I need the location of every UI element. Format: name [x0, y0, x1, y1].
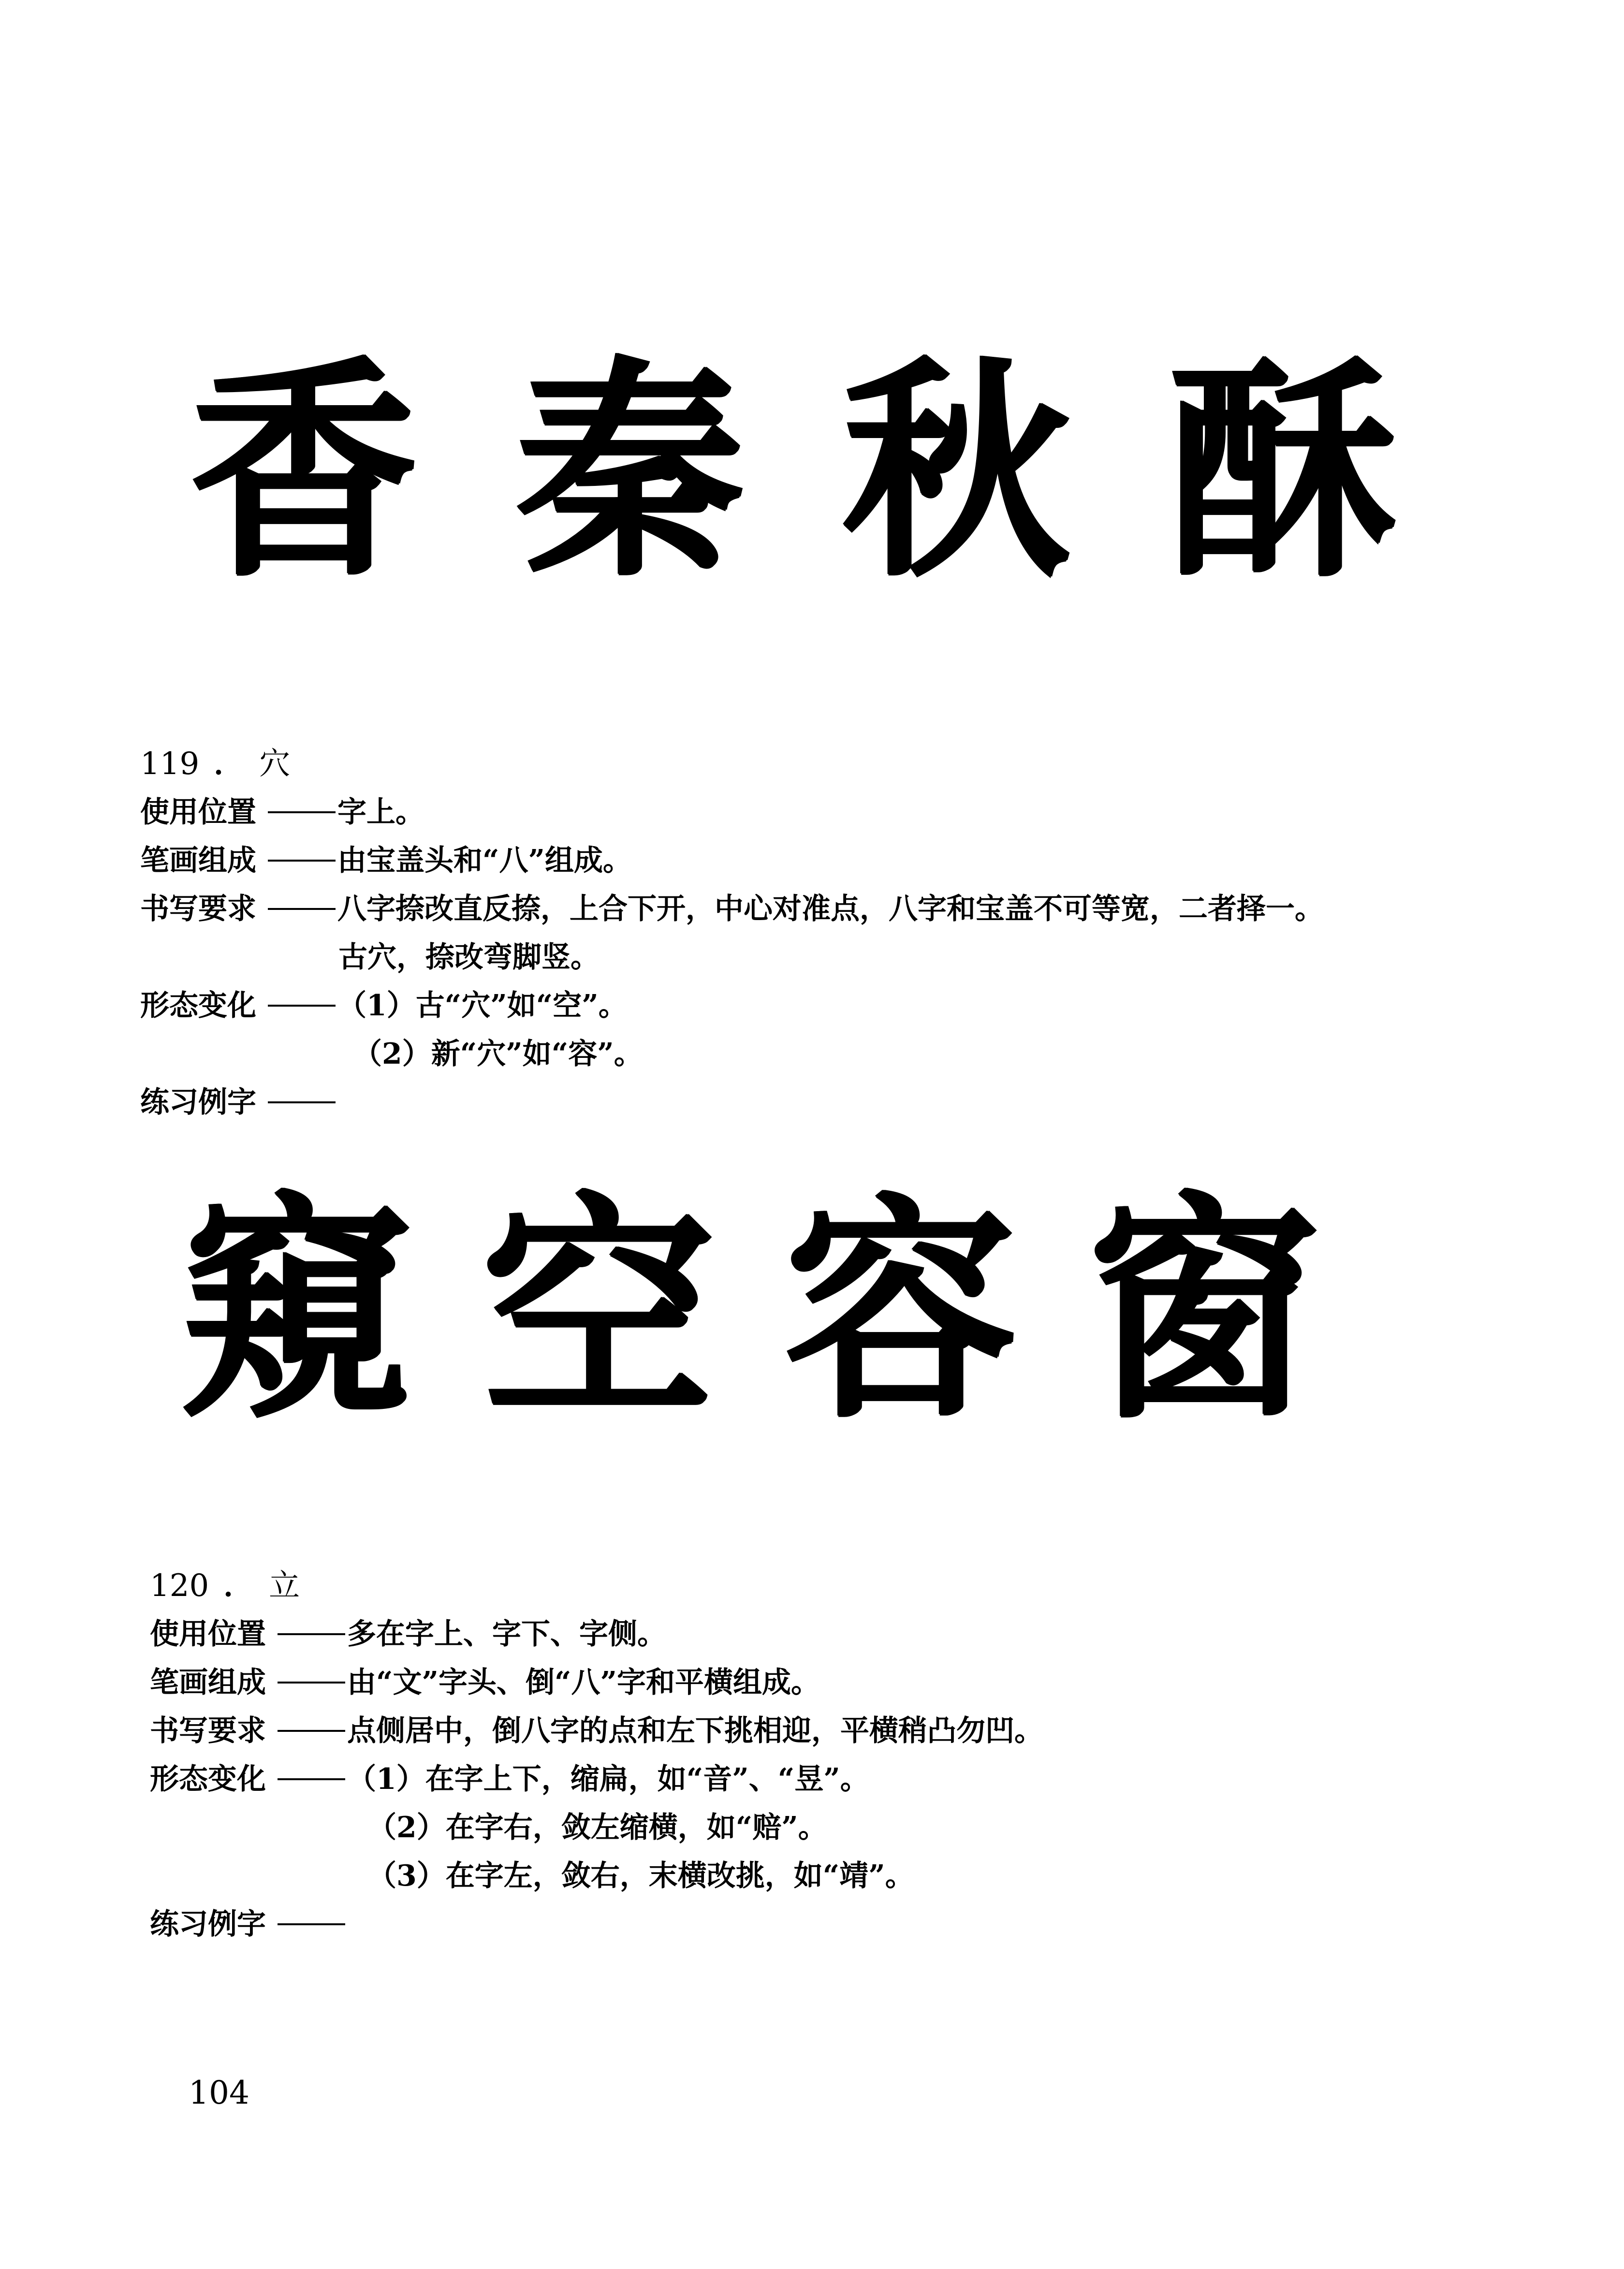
form-label: 形态变化	[140, 989, 256, 1023]
dash-divider	[278, 1923, 345, 1925]
practice-line	[140, 1078, 1324, 1127]
dash-divider	[278, 1682, 345, 1683]
practice-label: 练习例字	[150, 1907, 266, 1941]
writing-label: 书写要求	[150, 1714, 266, 1748]
example-char: 酥	[1169, 335, 1396, 608]
form-line	[140, 981, 1324, 1030]
section-heading	[150, 1562, 1043, 1610]
writing-line-continued	[140, 933, 1324, 981]
usage-text: 字上。	[337, 795, 424, 829]
form-line-continued	[150, 1803, 1043, 1852]
dash-divider	[278, 1633, 345, 1635]
writing-line	[140, 885, 1324, 933]
strokes-label: 笔画组成	[150, 1666, 266, 1699]
strokes-text: 由宝盖头和“八”组成。	[337, 844, 632, 878]
form-text: （1）在字上下，缩扁，如“音”、“昱”。	[347, 1762, 869, 1796]
section-dot: ．	[214, 746, 245, 782]
dash-divider	[268, 811, 336, 813]
form-label: 形态变化	[150, 1762, 266, 1796]
example-characters-top	[140, 335, 1446, 608]
form-text: （1）古“穴”如“空”。	[337, 989, 628, 1023]
strokes-line	[150, 1658, 1043, 1707]
section-119	[140, 740, 1324, 1127]
dash-divider	[278, 1778, 345, 1780]
form-text: （2）新“穴”如“容”。	[353, 1037, 643, 1071]
section-120	[150, 1562, 1043, 1948]
dash-divider	[278, 1730, 345, 1732]
section-dot: ．	[223, 1567, 255, 1604]
dash-divider	[268, 1101, 336, 1103]
form-text: （2）在字右，敛左缩横，如“赔”。	[367, 1811, 827, 1844]
example-char: 空	[482, 1171, 715, 1449]
page-number: 104	[189, 2074, 249, 2111]
example-char: 窗	[1086, 1171, 1319, 1449]
strokes-text: 由“文”字头、倒“八”字和平横组成。	[347, 1666, 820, 1699]
usage-label: 使用位置	[150, 1617, 266, 1651]
writing-text: 八字捺改直反捺，上合下开，中心对准点，八字和宝盖不可等宽，二者择一。	[337, 892, 1324, 926]
practice-line	[150, 1900, 1043, 1948]
section-heading	[140, 740, 1324, 788]
section-title: 立	[269, 1568, 300, 1604]
usage-line	[140, 788, 1324, 836]
example-char: 香	[190, 335, 417, 608]
section-number: 119	[140, 746, 200, 782]
practice-label: 练习例字	[140, 1085, 256, 1119]
section-number: 120	[150, 1568, 209, 1604]
dash-divider	[268, 908, 336, 910]
usage-text: 多在字上、字下、字侧。	[347, 1617, 666, 1651]
strokes-label: 笔画组成	[140, 844, 256, 878]
dash-divider	[268, 860, 336, 862]
usage-line	[150, 1610, 1043, 1658]
example-char: 窺	[180, 1171, 412, 1449]
section-title: 穴	[259, 746, 291, 782]
writing-label: 书写要求	[140, 892, 256, 926]
example-char: 秦	[516, 335, 744, 608]
form-text: （3）在字左，敛右，末横改挑，如“靖”。	[367, 1859, 914, 1893]
form-line-continued	[140, 1030, 1324, 1078]
example-char: 秋	[842, 335, 1070, 608]
example-characters-middle	[145, 1171, 1354, 1449]
form-line-continued	[150, 1852, 1043, 1900]
writing-text: 古穴，捺改弯脚竖。	[338, 940, 600, 974]
writing-line	[150, 1707, 1043, 1755]
form-line	[150, 1755, 1043, 1803]
writing-text: 点侧居中，倒八字的点和左下挑相迎，平横稍凸勿凹。	[347, 1714, 1043, 1748]
usage-label: 使用位置	[140, 795, 256, 829]
dash-divider	[268, 1005, 336, 1007]
example-char: 容	[784, 1171, 1017, 1449]
strokes-line	[140, 836, 1324, 885]
